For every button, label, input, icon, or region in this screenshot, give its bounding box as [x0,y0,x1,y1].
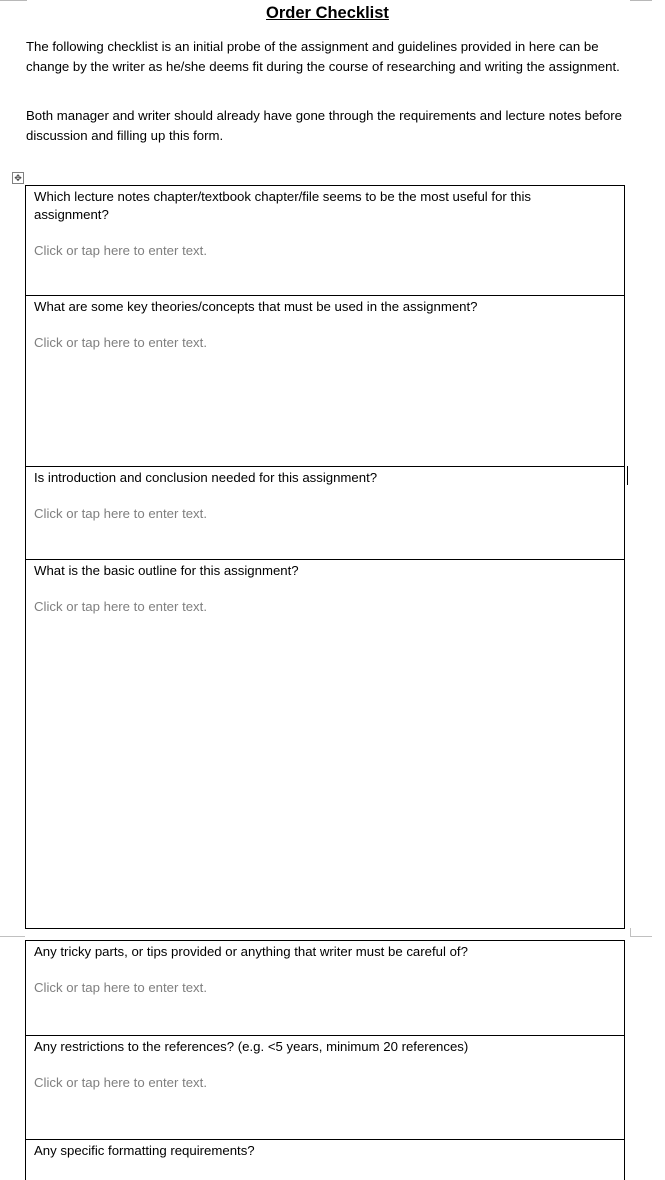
checklist-row [25,295,625,466]
question-label: Any restrictions to the references? (e.g. <5 years, minimum 20 references) [34,1039,469,1054]
checklist-row [25,940,625,1036]
checklist-row [25,466,625,560]
question-label: Which lecture notes chapter/textbook chapter/file seems to be the most useful for this assignment? [34,189,531,222]
question-label: Is introduction and conclusion needed for this assignment? [34,470,378,485]
document-title: Order Checklist [266,4,389,22]
answer-field[interactable]: Click or tap here to enter text. [34,1075,207,1090]
answer-field[interactable]: Click or tap here to enter text. [34,980,207,995]
intro-paragraph-2[interactable]: Both manager and writer should already have gone through the requirements and lecture notes before discussion and filling up this form. [26,108,623,143]
checklist-row [25,185,625,296]
table-move-handle-icon[interactable]: ✥ [12,172,24,184]
page-break-mark-right-vertical [630,928,631,937]
answer-field[interactable]: Click or tap here to enter text. [34,506,207,521]
checklist-row [25,1035,625,1140]
intro-paragraph-1[interactable]: The following checklist is an initial probe of the assignment and guidelines provided in here can be change by the writer as he/she deems fit during the course of researching and writing the assignment. [26,39,620,74]
checklist-row [25,1139,625,1180]
text-cursor [627,466,628,485]
page-break-mark-right [630,936,652,937]
checklist-row [25,559,625,929]
question-label: What are some key theories/concepts that must be used in the assignment? [34,299,478,314]
question-label: Any tricky parts, or tips provided or anything that writer must be careful of? [34,944,468,959]
question-label: Any specific formatting requirements? [34,1143,255,1158]
page-corner-mark-right [630,0,652,1]
answer-field[interactable]: Click or tap here to enter text. [34,599,207,614]
page-break-mark-left [0,936,25,937]
answer-field[interactable]: Click or tap here to enter text. [34,335,207,350]
question-label: What is the basic outline for this assignment? [34,563,299,578]
answer-field[interactable]: Click or tap here to enter text. [34,243,207,258]
page-corner-mark-left [0,0,27,1]
